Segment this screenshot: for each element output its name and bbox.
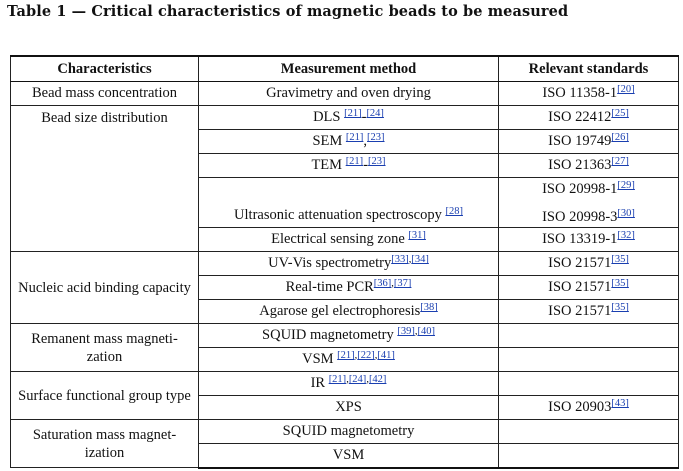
method-cell: SQUID magnetometry [39],[40] xyxy=(199,324,499,348)
method-cell: Real-time PCR[36],[37] xyxy=(199,276,499,300)
standard-cell: ISO 21571[35] xyxy=(499,276,679,300)
method-cell: Ultrasonic attenuation spectroscopy [28] xyxy=(199,178,499,228)
reference-link[interactable]: [30] xyxy=(617,209,635,219)
characteristic-cell: Nucleic acid binding capacity xyxy=(11,252,199,324)
reference-link[interactable]: [32] xyxy=(617,230,635,241)
table-row xyxy=(11,252,679,276)
reference-link[interactable]: [35] xyxy=(611,278,629,289)
standard-cell: ISO 19749[26] xyxy=(499,130,679,154)
reference-link[interactable]: [28] xyxy=(445,206,463,217)
standard-cell xyxy=(499,444,679,468)
reference-link[interactable]: [26] xyxy=(611,132,629,143)
reference-link[interactable]: [38] xyxy=(420,302,438,313)
standard-cell: ISO 20998-1[29] ISO 20998-3[30] xyxy=(499,178,679,228)
characteristic-cell: Surface functional group type xyxy=(11,372,199,420)
table-row xyxy=(11,106,679,130)
reference-link[interactable]: [21] xyxy=(328,374,347,385)
method-cell: VSM [21],[22],[41] xyxy=(199,348,499,372)
table-row xyxy=(11,82,679,106)
reference-link[interactable]: [41] xyxy=(377,350,395,361)
method-cell: Electrical sensing zone [31] xyxy=(199,228,499,252)
method-cell: TEM [21]-[23] xyxy=(199,154,499,178)
reference-link[interactable]: [37] xyxy=(393,278,412,289)
reference-link[interactable]: [20] xyxy=(617,84,635,95)
method-cell: SQUID magnetometry xyxy=(199,420,499,444)
standard-cell: ISO 20903[43] xyxy=(499,396,679,420)
characteristics-table xyxy=(10,55,679,469)
table-caption: Table 1 — Critical characteristics of magnetic beads to be measured xyxy=(7,3,569,20)
header-relevant-standards: Relevant standards xyxy=(499,56,679,82)
method-cell: SEM [21],[23] xyxy=(199,130,499,154)
reference-link[interactable]: [43] xyxy=(611,398,629,409)
table-row xyxy=(11,372,679,396)
table-row xyxy=(11,324,679,348)
reference-link[interactable]: [23] xyxy=(367,132,385,143)
reference-link[interactable]: [34] xyxy=(411,254,429,265)
method-cell: Gravimetry and oven drying xyxy=(199,82,499,106)
reference-link[interactable]: [21] xyxy=(337,350,355,361)
characteristic-cell: Saturation mass magnet-ization xyxy=(11,420,199,468)
characteristic-cell: Bead size distribution xyxy=(11,106,199,252)
method-cell: Agarose gel electrophoresis[38] xyxy=(199,300,499,324)
method-cell: VSM xyxy=(199,444,499,468)
standard-cell: ISO 13319-1[32] xyxy=(499,228,679,252)
standard-cell: ISO 22412[25] xyxy=(499,106,679,130)
reference-link[interactable]: [39] xyxy=(397,326,415,337)
characteristic-cell: Bead mass concentration xyxy=(11,82,199,106)
reference-link[interactable]: [21] xyxy=(345,132,364,143)
reference-link[interactable]: [31] xyxy=(408,230,426,241)
reference-link[interactable]: [35] xyxy=(611,302,629,313)
reference-link[interactable]: [22] xyxy=(357,350,375,361)
reference-link[interactable]: [29] xyxy=(617,180,635,191)
standard-cell xyxy=(499,372,679,396)
header-characteristics: Characteristics xyxy=(11,56,199,82)
standard-cell: ISO 21571[35] xyxy=(499,252,679,276)
standard-cell xyxy=(499,348,679,372)
reference-link[interactable]: [35] xyxy=(611,254,629,265)
reference-link[interactable]: [23] xyxy=(368,156,386,167)
standard-cell: ISO 21571[35] xyxy=(499,300,679,324)
header-measurement-method: Measurement method xyxy=(199,56,499,82)
reference-link[interactable]: [40] xyxy=(417,326,435,337)
method-cell: UV-Vis spectrometry[33],[34] xyxy=(199,252,499,276)
table-row xyxy=(11,420,679,444)
method-cell: XPS xyxy=(199,396,499,420)
method-cell: DLS [21]-[24] xyxy=(199,106,499,130)
reference-link[interactable]: [24] xyxy=(348,374,367,385)
reference-link[interactable]: [36] xyxy=(373,278,392,289)
standard-cell: ISO 11358-1[20] xyxy=(499,82,679,106)
reference-link[interactable]: [42] xyxy=(368,374,387,385)
method-cell: IR [21],[24],[42] xyxy=(199,372,499,396)
standard-cell: ISO 21363[27] xyxy=(499,154,679,178)
header-row xyxy=(11,56,679,82)
reference-link[interactable]: [21] xyxy=(345,156,364,167)
reference-link[interactable]: [24] xyxy=(366,108,384,119)
reference-link[interactable]: [21] xyxy=(344,108,362,119)
standard-cell xyxy=(499,324,679,348)
standard-cell xyxy=(499,420,679,444)
reference-link[interactable]: [25] xyxy=(611,108,629,119)
reference-link[interactable]: [27] xyxy=(611,156,629,167)
reference-link[interactable]: [33] xyxy=(391,254,409,265)
characteristic-cell: Remanent mass magneti-zation xyxy=(11,324,199,372)
